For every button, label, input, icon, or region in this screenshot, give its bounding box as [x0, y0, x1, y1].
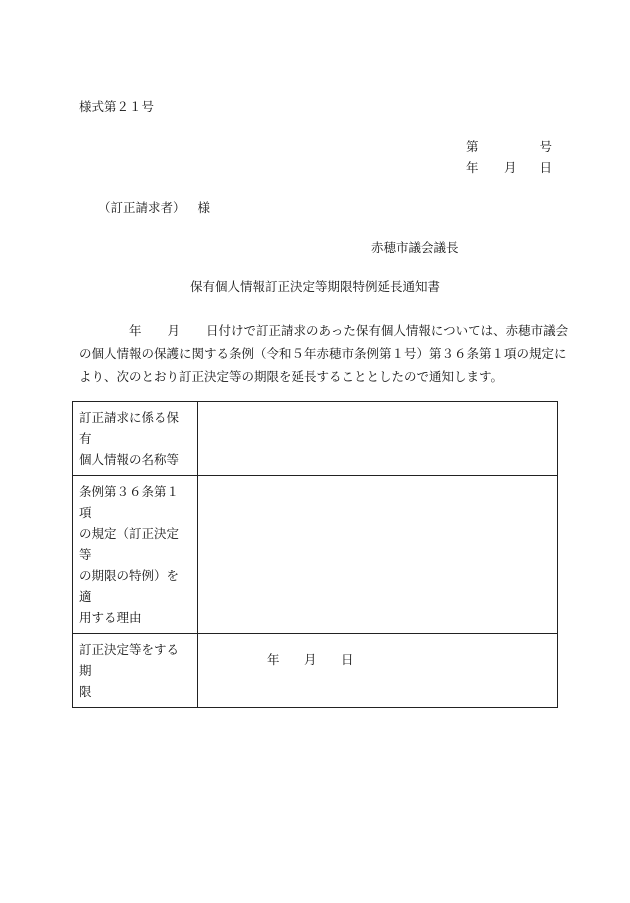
row2-label-line: の規定（訂正決定等 — [79, 526, 180, 562]
body-month: 月 — [167, 323, 181, 338]
addressee — [98, 198, 210, 216]
row2-label — [73, 476, 198, 634]
addressee-honorific: 様 — [197, 200, 211, 215]
addressee-name: （訂正請求者） — [98, 200, 186, 215]
body-year: 年 — [129, 323, 142, 338]
row2-label-line: 用する理由 — [79, 610, 142, 625]
body-line-1-rest: 日付けで訂正請求のあった保有個人情報については、赤穂市議会 — [206, 323, 569, 338]
body-line-3: より、次のとおり訂正決定等の期限を延長することとしたので通知します。 — [79, 369, 504, 384]
document-number-suffix: 号 — [539, 139, 552, 154]
body-line-2: の個人情報の保護に関する条例（令和５年赤穂市条例第１号）第３６条第１項の規定に — [79, 346, 567, 361]
table-row — [73, 634, 558, 708]
row3-label — [73, 634, 198, 708]
sender: 赤穂市議会議長 — [371, 240, 459, 255]
body-text — [79, 319, 569, 388]
document-number-prefix: 第 — [466, 139, 479, 154]
document-date-month: 月 — [504, 160, 517, 175]
document-date-year: 年 — [466, 160, 479, 175]
form-number: 様式第２１号 — [79, 99, 155, 114]
row1-label-line: 訂正請求に係る保有 — [79, 410, 180, 446]
table-row — [73, 476, 558, 634]
row3-value — [198, 634, 558, 708]
table-row — [73, 402, 558, 476]
deadline-month: 月 — [304, 652, 317, 667]
body-line-1 — [79, 319, 569, 342]
document-date-day: 日 — [539, 160, 552, 175]
deadline-day: 日 — [341, 652, 354, 667]
info-table — [72, 401, 558, 708]
row1-label-line: 個人情報の名称等 — [79, 452, 180, 467]
row2-label-line: 条例第３６条第１項 — [79, 484, 180, 520]
row2-value — [198, 476, 558, 634]
row1-value — [198, 402, 558, 476]
row1-label — [73, 402, 198, 476]
row2-label-line: の期限の特例）を適 — [79, 568, 180, 604]
row3-label-line: 限 — [79, 684, 92, 699]
document-title: 保有個人情報訂正決定等期限特例延長通知書 — [189, 279, 440, 294]
row3-label-line: 訂正決定等をする期 — [79, 642, 180, 678]
deadline-year: 年 — [267, 652, 280, 667]
